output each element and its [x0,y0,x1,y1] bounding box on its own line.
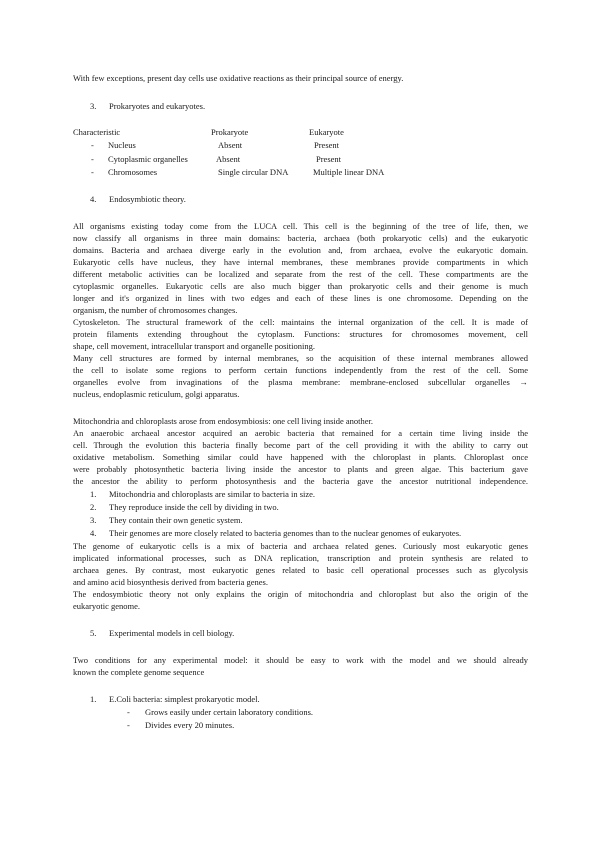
row-characteristic: Nucleus [108,140,136,150]
section-number: 5. [90,628,97,638]
paragraph-line: the cell to isolate some regions to perform certain functions independently from the rest of the cell. Some [73,365,528,375]
sub-bullet: - [127,707,130,717]
paragraph-line: now classify all organisms in three main domains: bacteria, archaea (both prokaryotic cells) and the eukaryotic [73,233,528,243]
list-number: 2. [90,502,97,512]
paragraph-line: the ancestor the ability to perform photosynthesis and the bacteria gave the ancestor nutritional independence. [73,476,528,486]
list-text: Their genomes are more closely related to bacteria genomes than to the nuclear genomes of eukaryotes. [109,528,462,538]
list-text: They reproduce inside the cell by dividing in two. [109,502,279,512]
list-number: 1. [90,694,97,704]
table-header-prokaryote: Prokaryote [211,127,249,137]
paragraph-line: cytoplasmic organelles. Eukaryotic cells are also much bigger than prokaryotic cells and their genome is much [73,281,528,291]
paragraph-line: shape, cell movement, intracellular transport and organelle positioning. [73,341,316,351]
sub-text: Divides every 20 minutes. [145,720,235,730]
list-number: 1. [90,489,97,499]
section-title: Endosymbiotic theory. [109,194,186,204]
section-number: 4. [90,194,97,204]
paragraph-line: Mitochondria and chloroplasts arose from endosymbiosis: one cell living inside another. [73,416,374,426]
row-bullet: - [91,140,94,150]
paragraph-line: Two conditions for any experimental model: it should be easy to work with the model and we should already [73,655,528,665]
paragraph-line: The genome of eukaryotic cells is a mix of bacteria and archaea related genes. Curiously most eukaryotic genes [73,541,528,551]
paragraph-line: Eukaryotic cells have nucleus, they have internal membranes, these membranes provide compartments in which [73,257,528,267]
row-bullet: - [91,154,94,164]
paragraph-line: cell. Through the evolution this bacteria finally become part of the cell providing it with the ability to carry out [73,440,528,450]
paragraph-line: eukaryotic genome. [73,601,141,611]
paragraph-line: Cytoskeleton. The structural framework of the cell: maintains the internal organization of the cell. It is made of [73,317,528,327]
paragraph-line: and amino acid biosynthesis derived from bacteria genes. [73,577,268,587]
row-bullet: - [91,167,94,177]
paragraph-line: nucleus, endoplasmic reticulum, golgi apparatus. [73,389,240,399]
list-number: 4. [90,528,97,538]
paragraph-line: archaea genes. By contrast, most eukaryotic genes related to basic cell operational processes such as glycolysis [73,565,528,575]
table-header-eukaryote: Eukaryote [309,127,344,137]
row-eukaryote: Present [316,154,342,164]
paragraph-line: implicated informational processes, such as DNA replication, transcription and protein synthesis are related to [73,553,528,563]
paragraph-line: different metabolic activities can be localized and separate from the rest of the cell. These compartments are the [73,269,528,279]
intro-paragraph: With few exceptions, present day cells use oxidative reactions as their principal source of energy. [73,73,404,83]
row-prokaryote: Single circular DNA [218,167,289,177]
paragraph-line: An anaerobic archaeal ancestor acquired an aerobic bacteria that remained for a certain time living inside the [73,428,528,438]
list-text: E.Coli bacteria: simplest prokaryotic model. [109,694,260,704]
row-prokaryote: Absent [218,140,243,150]
paragraph-line: Many cell structures are formed by internal membranes, so the acquisition of these internal membranes allowed [73,353,528,363]
paragraph-line: organelles evolve from invaginations of the plasma membrane: membrane-enclosed subcellular organelles → [73,377,528,387]
paragraph-line: were probably photosynthetic bacteria living inside the ancestor to plants and green algae. This bacterium gave [73,464,528,474]
list-text: Mitochondria and chloroplasts are similar to bacteria in size. [109,489,316,499]
paragraph-line: oxidative metabolism. Something similar could have happened with the chloroplast in plants. Chloroplast once [73,452,528,462]
row-characteristic: Cytoplasmic organelles [108,154,188,164]
paragraph-line: organism, the number of chromosomes changes. [73,305,238,315]
list-number: 3. [90,515,97,525]
row-characteristic: Chromosomes [108,167,158,177]
paragraph-line: longer and it's organized in lines with two edges and each of these lines is one chromosome. Depending on the [73,293,528,303]
paragraph-line: The endosymbiotic theory not only explains the origin of mitochondria and chloroplast but also the origin of the [73,589,528,599]
section-number: 3. [90,101,97,111]
paragraph-line: protein filaments extending throughout the cytoplasm. Functions: structures for chromosomes movement, cell [73,329,528,339]
section-title: Prokaryotes and eukaryotes. [109,101,206,111]
sub-text: Grows easily under certain laboratory conditions. [145,707,314,717]
table-header-characteristic: Characteristic [73,127,121,137]
row-prokaryote: Absent [216,154,241,164]
paragraph-line: known the complete genome sequence [73,667,205,677]
section-title: Experimental models in cell biology. [109,628,235,638]
row-eukaryote: Multiple linear DNA [313,167,385,177]
sub-bullet: - [127,720,130,730]
row-eukaryote: Present [314,140,340,150]
list-text: They contain their own genetic system. [109,515,243,525]
paragraph-line: domains. Bacteria and archaea diverge early in the evolution and, from archaea, evolve the eukaryotic domain. [73,245,528,255]
paragraph-line: All organisms existing today come from the LUCA cell. This cell is the beginning of the tree of life, then, we [73,221,528,231]
